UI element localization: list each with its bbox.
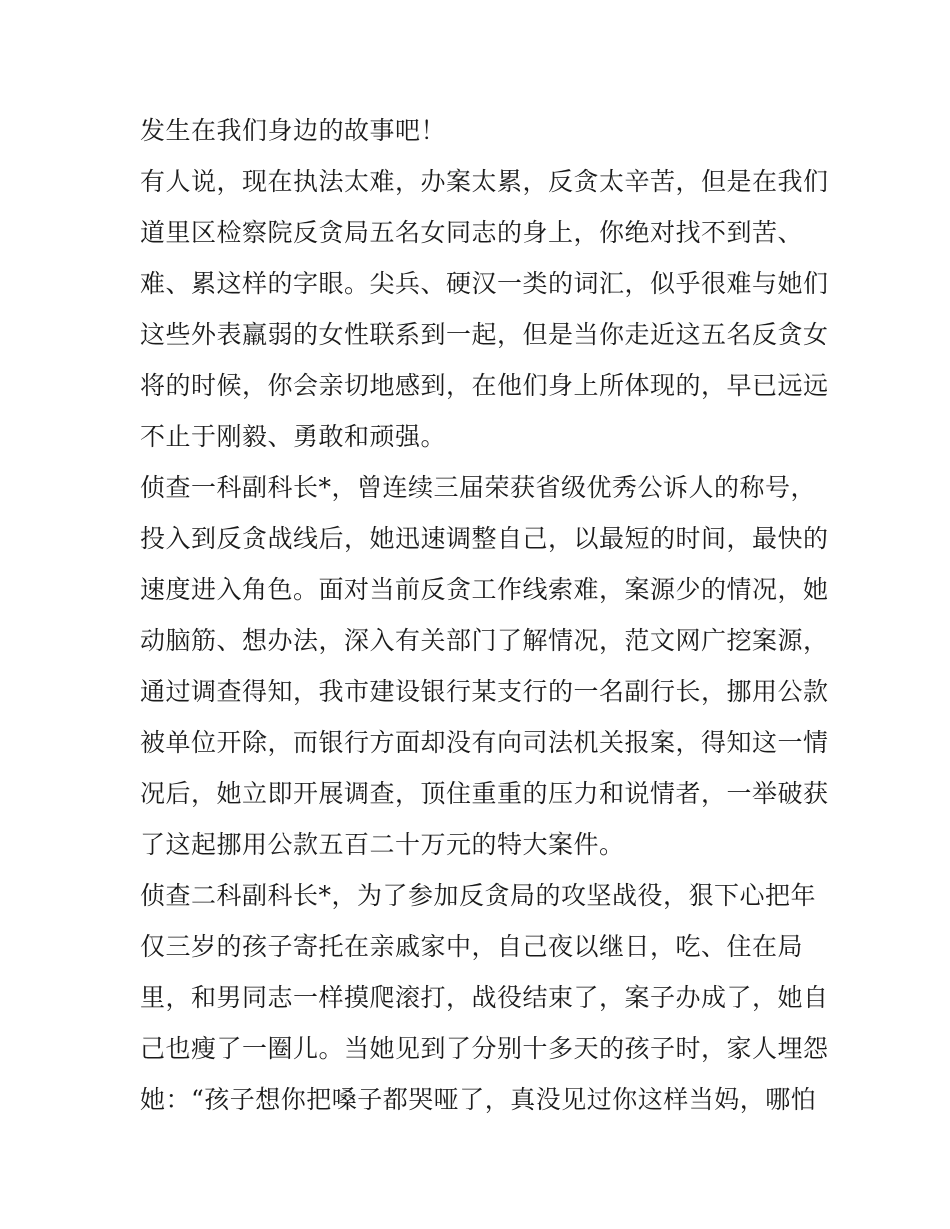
text-line: 将的时候，你会亲切地感到，在他们身上所体现的，早已远远 xyxy=(140,371,829,400)
text-line: 侦查一科副科长*，曾连续三届荣获省级优秀公诉人的称号， xyxy=(140,473,817,502)
text-line: 发生在我们身边的故事吧！ xyxy=(140,116,447,145)
text-line: 被单位开除，而银行方面却没有向司法机关报案，得知这一情 xyxy=(140,728,829,757)
text-line: 她：“孩子想你把嗓子都哭哑了，真没见过你这样当妈，哪怕 xyxy=(140,1085,817,1114)
text-line: 己也瘦了一圈儿。当她见到了分别十多天的孩子时，家人埋怨 xyxy=(140,1034,829,1063)
text-line: 动脑筋、想办法，深入有关部门了解情况，范文网广挖案源， xyxy=(140,626,829,655)
text-line: 了这起挪用公款五百二十万元的特大案件。 xyxy=(140,830,625,859)
text-line: 通过调查得知，我市建设银行某支行的一名副行长，挪用公款 xyxy=(140,677,829,706)
text-line: 投入到反贪战线后，她迅速调整自己，以最短的时间，最快的 xyxy=(140,524,829,553)
text-line: 仅三岁的孩子寄托在亲戚家中，自己夜以继日，吃、住在局 xyxy=(140,932,804,961)
text-line: 道里区检察院反贪局五名女同志的身上，你绝对找不到苦、 xyxy=(140,218,804,247)
text-line: 有人说，现在执法太难，办案太累，反贪太辛苦，但是在我们 xyxy=(140,167,829,196)
body-text xyxy=(140,105,830,1125)
text-line: 况后，她立即开展调查，顶住重重的压力和说情者，一举破获 xyxy=(140,779,829,808)
text-line: 侦查二科副科长*，为了参加反贪局的攻坚战役，狠下心把年 xyxy=(140,881,817,910)
text-line: 这些外表羸弱的女性联系到一起，但是当你走近这五名反贪女 xyxy=(140,320,829,349)
text-line: 不止于刚毅、勇敢和顽强。 xyxy=(140,422,447,451)
text-line: 里，和男同志一样摸爬滚打，战役结束了，案子办成了，她自 xyxy=(140,983,829,1012)
text-line: 难、累这样的字眼。尖兵、硬汉一类的词汇，似乎很难与她们 xyxy=(140,269,829,298)
text-line: 速度进入角色。面对当前反贪工作线索难，案源少的情况，她 xyxy=(140,575,829,604)
